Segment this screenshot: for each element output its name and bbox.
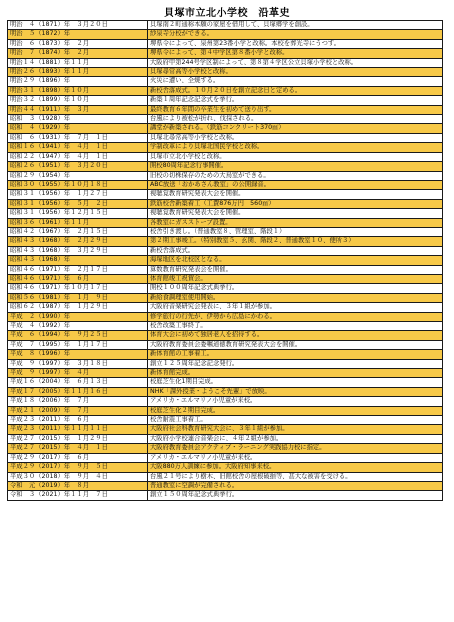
history-table — [7, 20, 443, 501]
table-row — [8, 322, 443, 331]
row-event: 貝塚尋常高等小学校と改称。 — [148, 68, 443, 77]
table-row — [8, 491, 443, 500]
row-date: 明治 ４（1871）年 ３月２０日 — [8, 21, 148, 30]
row-event: NHK「課外授業・ようこそ先輩」で放映。 — [148, 387, 443, 396]
table-row — [8, 387, 443, 396]
row-event: 普通教室に空調が完備される。 — [148, 481, 443, 490]
row-event: 学制改革により貝塚北国民学校と改称。 — [148, 143, 443, 152]
row-event: 校庭芝生化２期目完成。 — [148, 406, 443, 415]
row-event: 鉄筋校舎新築着工（工費876万円 560㎡） — [148, 199, 443, 208]
row-date: 令和 ３（2021）年１１月 ７日 — [8, 491, 148, 500]
table-row — [8, 453, 443, 462]
table-row — [8, 397, 443, 406]
row-event: 海塚地区を北校区となる。 — [148, 256, 443, 265]
row-event: 新校舎落成式。１０月２０日を創立記念日と定める。 — [148, 86, 443, 95]
table-row — [8, 303, 443, 312]
table-row — [8, 481, 443, 490]
row-date: 明治 ７（1874）年 ２月 — [8, 49, 148, 58]
row-event: 最終教育６年間の卒業生を初めて送り出す。 — [148, 105, 443, 114]
row-date: 平成 ７（1995）年 １月１７日 — [8, 340, 148, 349]
table-row — [8, 162, 443, 171]
row-date: 明治１４（1881）年１１月 — [8, 58, 148, 67]
row-date: 昭和４６（1971）年 ６月 — [8, 274, 148, 283]
row-date: 令和 元（2019）年 ８月 — [8, 481, 148, 490]
table-row — [8, 350, 443, 359]
row-event: 算数教育研究発表会を開催。 — [148, 265, 443, 274]
row-event: 火災に遭い、全焼する。 — [148, 77, 443, 86]
table-row — [8, 416, 443, 425]
table-row — [8, 115, 443, 124]
row-event: 修学旅行の行先が、伊勢から広島にかわる。 — [148, 312, 443, 321]
row-date: 昭和３１（1956）年１２月１５日 — [8, 209, 148, 218]
row-date: 平成２７（2015）年 ４月 １日 — [8, 444, 148, 453]
table-row — [8, 96, 443, 105]
table-row — [8, 105, 443, 114]
table-row — [8, 86, 443, 95]
row-event: 体育館竣工祝賀会。 — [148, 274, 443, 283]
table-row — [8, 180, 443, 189]
row-date: 平成３０（2018）年 ９月 ４日 — [8, 472, 148, 481]
row-date: 明治３１（1898）年１０月 — [8, 86, 148, 95]
page-title: 貝塚市立北小学校 沿革史 — [164, 8, 290, 19]
table-row — [8, 369, 443, 378]
row-date: 昭和４３（1968）年 ３月２９日 — [8, 246, 148, 255]
table-row — [8, 340, 443, 349]
row-date: 明治４４（1911）年 ３月 — [8, 105, 148, 114]
row-date: 平成２９（2017）年 ６月 — [8, 453, 148, 462]
row-event: 体育大会に初めて独居老人を招待する。 — [148, 331, 443, 340]
row-event: ABC放送「おかあさん教室」の公開録音。 — [148, 180, 443, 189]
table-row — [8, 39, 443, 48]
table-row — [8, 378, 443, 387]
table-row — [8, 218, 443, 227]
table-row — [8, 171, 443, 180]
row-date: 平成 ４（1992）年 — [8, 322, 148, 331]
row-date: 昭和 ６（1931）年 ７月 １日 — [8, 133, 148, 142]
row-date: 平成１８（2006）年 ７月 — [8, 397, 148, 406]
table-row — [8, 331, 443, 340]
table-row — [8, 265, 443, 274]
row-date: 平成２９（2017）年 ９月 ５日 — [8, 463, 148, 472]
row-date: 明治 ６（1873）年 ２月 — [8, 39, 148, 48]
row-event: 第２期工事竣工。（特別教室５、玄関、階段２、普通教室１０、便所３） — [148, 237, 443, 246]
row-date: 昭和３６（1961）年１１月 — [8, 218, 148, 227]
row-date: 昭和４３（1968）年 — [8, 256, 148, 265]
table-row — [8, 124, 443, 133]
row-event: 講堂が新築される。（鉄筋コンクリート370㎡） — [148, 124, 443, 133]
row-date: 昭和５６（1981）年 １月 ９日 — [8, 293, 148, 302]
row-date: 昭和 ３（1928）年 — [8, 115, 148, 124]
table-row — [8, 434, 443, 443]
table-row — [8, 312, 443, 321]
row-event: アメリカ・エルマリノ小児童が来校。 — [148, 397, 443, 406]
row-event: 校舎引き渡し。（普通教室８、管理室、階段１） — [148, 227, 443, 236]
row-event: 新体育館完成。 — [148, 369, 443, 378]
table-row — [8, 77, 443, 86]
row-event: 貝塚南２町通称本願の家屋を借用して、貝塚郷学を創設。 — [148, 21, 443, 30]
row-event: 創立１２５周年記念記念発行。 — [148, 359, 443, 368]
row-date: 平成 ６（1994）年 ９月２５日 — [8, 331, 148, 340]
table-row — [8, 209, 443, 218]
row-event: 開校80周年記念行事開催。 — [148, 162, 443, 171]
row-event: 校舎改築工事終了。 — [148, 322, 443, 331]
row-date: 昭和１６（1941）年 ４月 １日 — [8, 143, 148, 152]
row-date: 明治 ５（1872）年 — [8, 30, 148, 39]
row-event: 貝塚北尋常高等小学校と改称。 — [148, 133, 443, 142]
row-date: 平成１６（2004）年 ６月１３日 — [8, 378, 148, 387]
table-row — [8, 143, 443, 152]
row-event: 貝塚市立北小学校と改称。 — [148, 152, 443, 161]
table-row — [8, 246, 443, 255]
row-date: 昭和３０（1955）年１０月１８日 — [8, 180, 148, 189]
row-event: 大阪府音楽研究会発表に、３年１組が参加。 — [148, 303, 443, 312]
table-row — [8, 472, 443, 481]
row-event: アメリカ・エルマリノ小児童が来校。 — [148, 453, 443, 462]
row-event: 新校舎落成式。 — [148, 246, 443, 255]
row-date: 昭和４６（1971）年 ２月１７日 — [8, 265, 148, 274]
row-event: 堺県令によって、泉州第23番小学と改称。本校を葬光寺にうつす。 — [148, 39, 443, 48]
row-date: 昭和３１（1956）年 ５月 ２日 — [8, 199, 148, 208]
row-event: 各教室にガスストーブ設置。 — [148, 218, 443, 227]
table-row — [8, 68, 443, 77]
row-event: 大阪府社会科教育研究大会に、３年１組が参加。 — [148, 425, 443, 434]
row-event: 堺県令によって、第４中学区第８番小学と改称。 — [148, 49, 443, 58]
table-row — [8, 21, 443, 30]
row-date: 昭和４６（1971）年１０月１７日 — [8, 284, 148, 293]
row-date: 昭和６２（1987）年 １月２９日 — [8, 303, 148, 312]
table-row — [8, 463, 443, 472]
row-date: 昭和２６（1951）年 ３月２０日 — [8, 162, 148, 171]
row-date: 明治２９（1896）年 — [8, 77, 148, 86]
row-event: 校舎耐震工事着工。 — [148, 416, 443, 425]
history-table-body — [8, 21, 443, 501]
row-date: 平成２１（2009）年 ７月 — [8, 406, 148, 415]
row-event: 紗泉寺分校ができる。 — [148, 30, 443, 39]
row-event: 開校１００周年記念式典挙行。 — [148, 284, 443, 293]
row-event: 視聴覚教育研究発表大会を開催。 — [148, 190, 443, 199]
row-date: 平成１７（2005）年１１月１６日 — [8, 387, 148, 396]
table-row — [8, 284, 443, 293]
row-event: 台風により被松が折れ、伐採される。 — [148, 115, 443, 124]
row-event: 新給食調理室使用開始。 — [148, 293, 443, 302]
row-date: 明治３２（1899）年１０月 — [8, 96, 148, 105]
row-event: 大阪府教育委員会委嘱道徳教育研究発表大会を開催。 — [148, 340, 443, 349]
row-date: 平成２３（2011）年 ６月 — [8, 416, 148, 425]
table-row — [8, 30, 443, 39]
row-event: 創立１５０周年記念式典挙行。 — [148, 491, 443, 500]
table-row — [8, 152, 443, 161]
table-row — [8, 58, 443, 67]
row-date: 明治２６（1893）年１１月 — [8, 68, 148, 77]
table-row — [8, 237, 443, 246]
table-row — [8, 190, 443, 199]
row-event: 台風２１号により樹木、旧館校舎の屋根破損等、甚大な被害を受ける。 — [148, 472, 443, 481]
row-date: 昭和３１（1956）年 １月２７日 — [8, 190, 148, 199]
row-date: 平成 ８（1996）年 — [8, 350, 148, 359]
row-date: 平成２３（2011）年１１月１１日 — [8, 425, 148, 434]
table-row — [8, 425, 443, 434]
row-event: 旧校の切株保存のための大鳥室ができる。 — [148, 171, 443, 180]
table-row — [8, 293, 443, 302]
table-row — [8, 444, 443, 453]
row-event: 大阪府小学校連合音楽会に、４年２組が参加。 — [148, 434, 443, 443]
row-date: 昭和２９（1954）年 — [8, 171, 148, 180]
table-row — [8, 133, 443, 142]
row-date: 平成 ９（1997）年 ４月 — [8, 369, 148, 378]
table-row — [8, 227, 443, 236]
row-event: 視聴覚教育研究発表大会を開催。 — [148, 209, 443, 218]
row-date: 平成 ２（1990）年 — [8, 312, 148, 321]
table-row — [8, 256, 443, 265]
row-event: 大阪府甲第244号学区制によって、第８第４学区公立貝塚小学校と改称。 — [148, 58, 443, 67]
table-row — [8, 274, 443, 283]
row-date: 昭和 ４（1929）年 — [8, 124, 148, 133]
row-date: 平成２７（2015）年 １月２９日 — [8, 434, 148, 443]
row-event: 大阪府教育委員会アクティブ・ラーニング実践協力校に指定。 — [148, 444, 443, 453]
table-row — [8, 199, 443, 208]
row-event: 校庭芝生化1期目完成。 — [148, 378, 443, 387]
row-date: 昭和４３（1968）年 ２月２９日 — [8, 237, 148, 246]
row-date: 昭和２２（1947）年 ４月 １日 — [8, 152, 148, 161]
row-date: 平成 ９（1997）年 ３月１８日 — [8, 359, 148, 368]
row-date: 昭和４２（1967）年 ２月１５日 — [8, 227, 148, 236]
row-event: 大阪880万人訓練に参加。大阪府知事来校。 — [148, 463, 443, 472]
row-event: 新体育館の工事着工。 — [148, 350, 443, 359]
table-row — [8, 359, 443, 368]
row-event: 新築１周年記念記念式を挙行。 — [148, 96, 443, 105]
table-row — [8, 49, 443, 58]
table-row — [8, 406, 443, 415]
